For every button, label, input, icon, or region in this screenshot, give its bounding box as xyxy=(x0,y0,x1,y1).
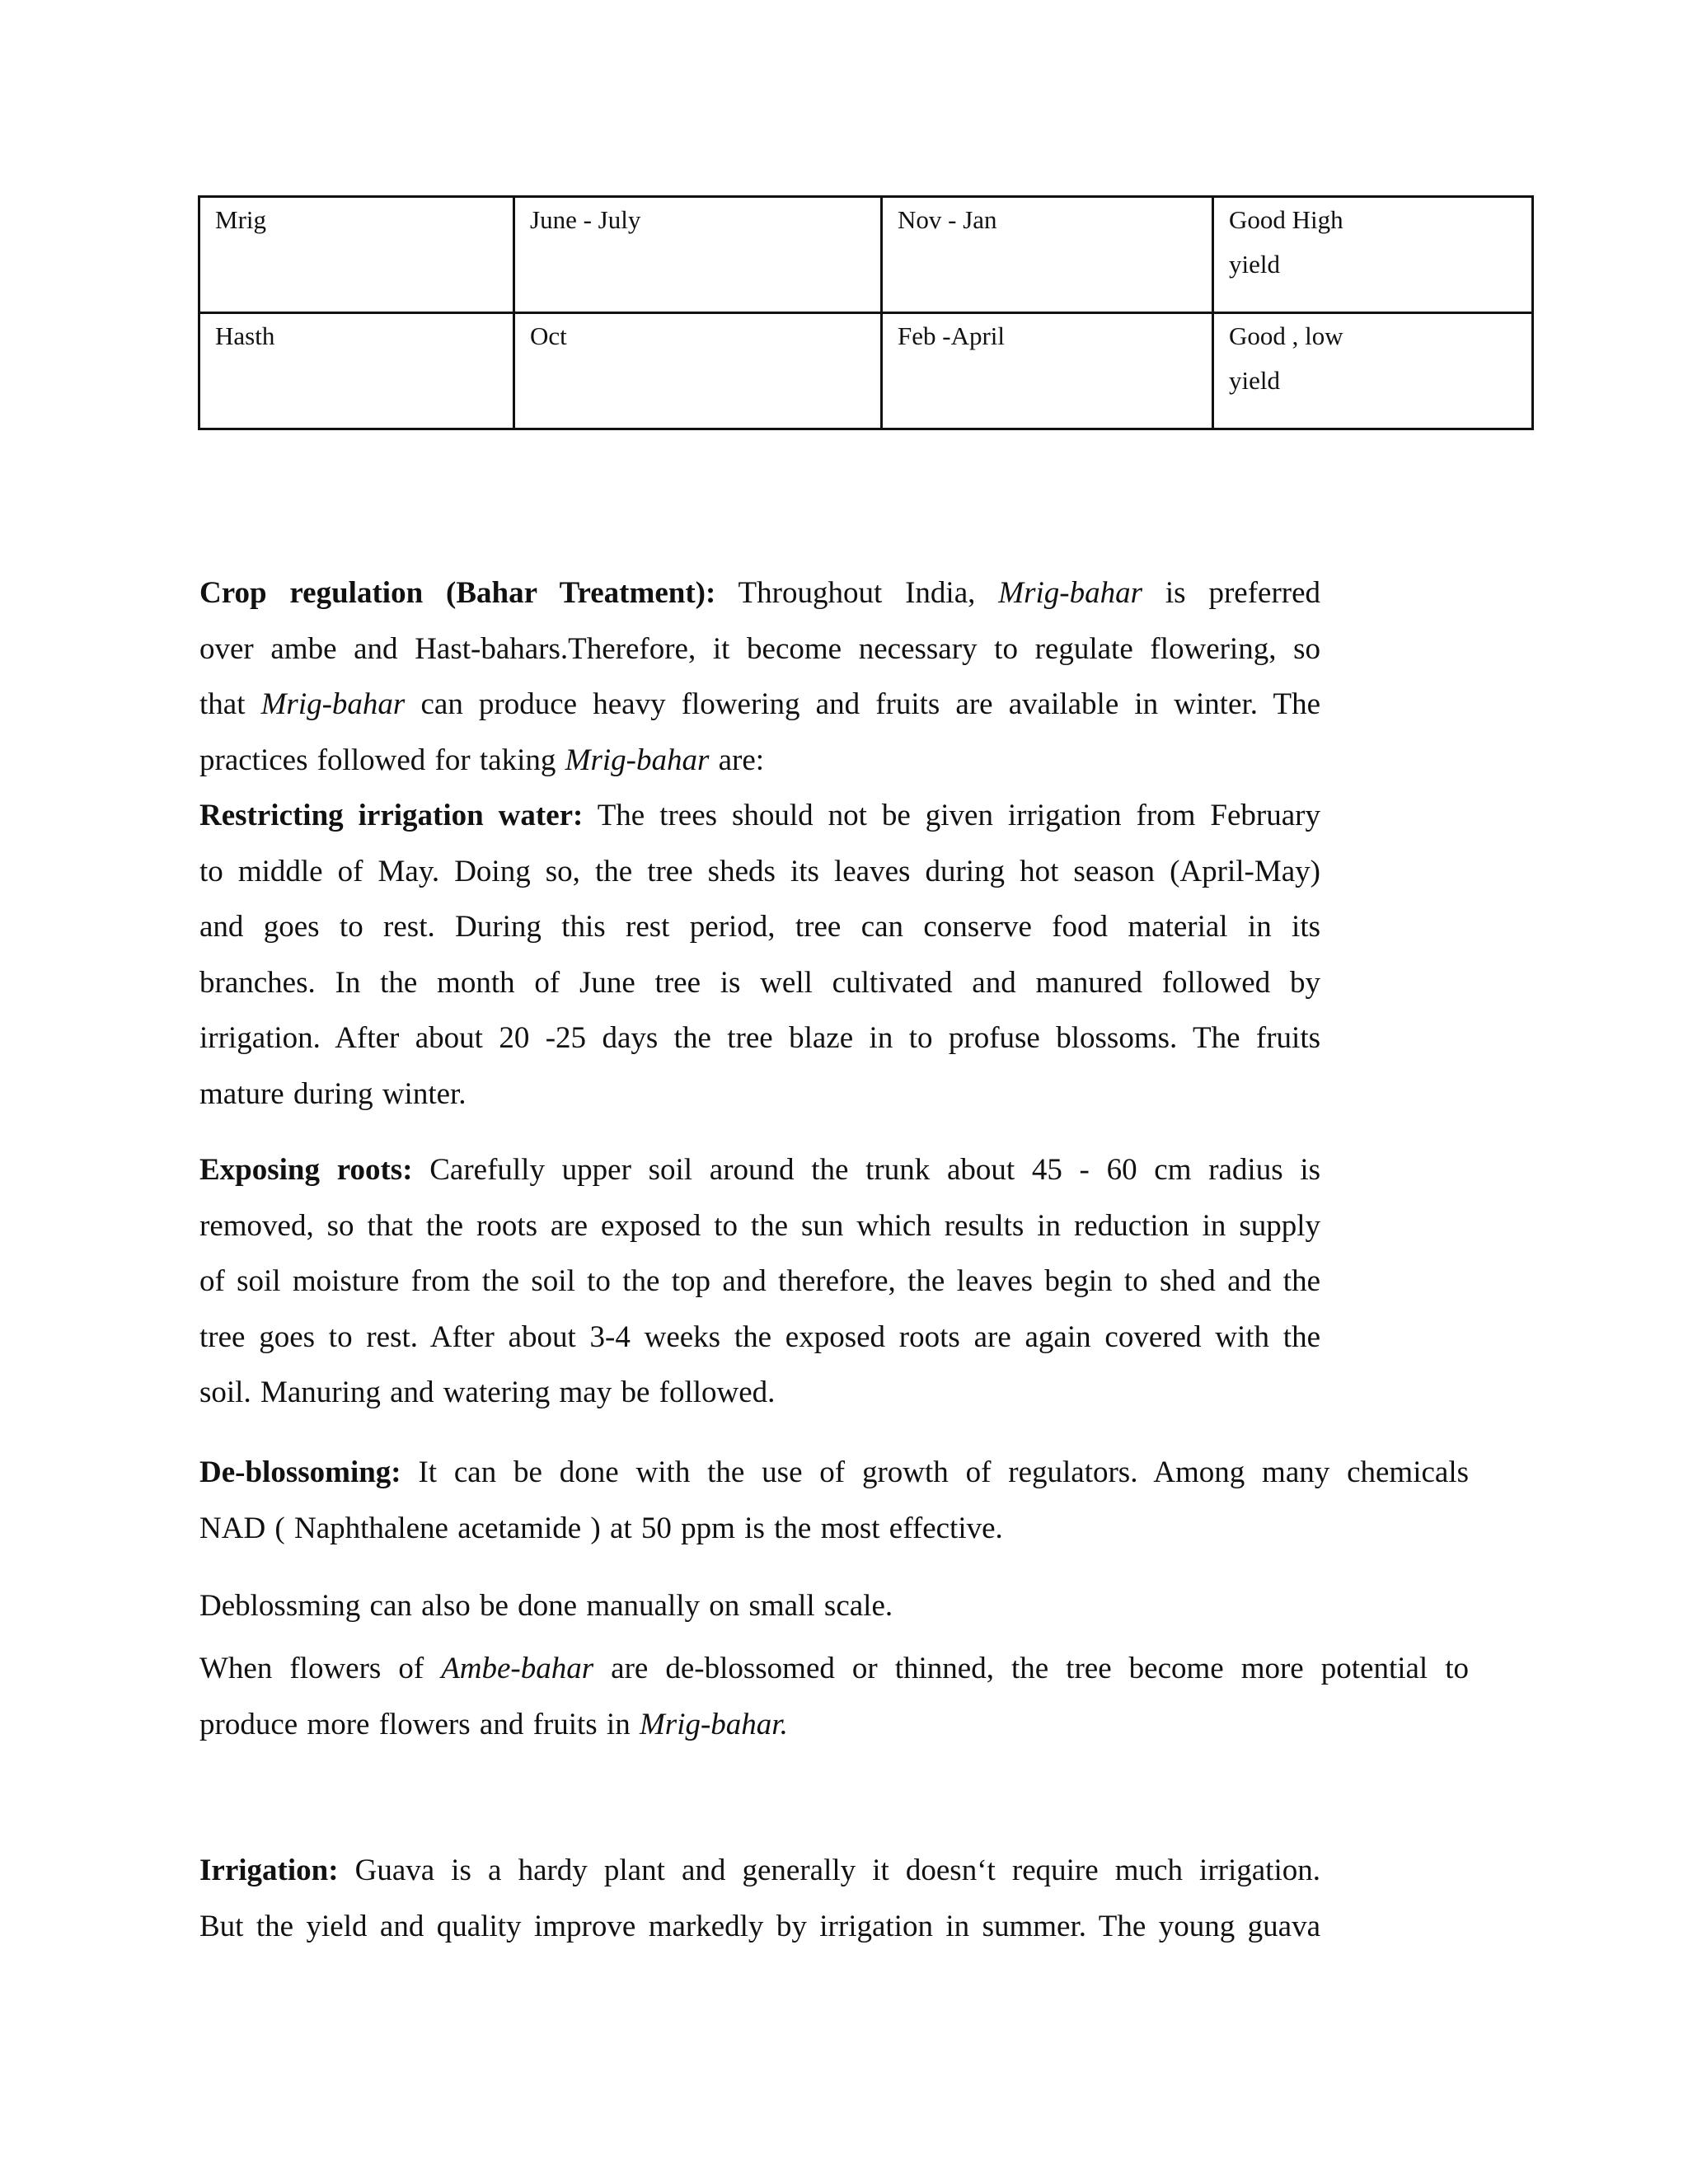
text-span: can produce heavy flowering and fruits are available in winter. The xyxy=(420,687,1320,721)
text-line: soil. Manuring and watering may be followed. xyxy=(199,1376,776,1409)
table-cell-remark xyxy=(1213,197,1533,313)
deblossoming-thinning-paragraph xyxy=(199,1641,1469,1752)
text-span: Carefully upper soil around the trunk about 45 - 60 cm radius is xyxy=(429,1153,1320,1187)
table-cell-flowering: June - July xyxy=(514,197,882,313)
text-line: branches. In the month of June tree is well cultivated and manured followed by xyxy=(199,965,1320,1000)
deblossoming-manual-paragraph xyxy=(199,1578,1469,1634)
text-line: irrigation. After about 20 -25 days the tree blaze in to profuse blossoms. The fruits xyxy=(199,1021,1320,1055)
section-heading: Irrigation: xyxy=(199,1854,339,1887)
remark-line: Good High xyxy=(1229,205,1343,234)
text-line xyxy=(199,1843,1320,1899)
text-span: The trees should not be given irrigation from February xyxy=(597,799,1320,832)
text-line: But the yield and quality improve markedly by irrigation in summer. The young guava xyxy=(199,1909,1320,1943)
section-heading: Crop regulation (Bahar Treatment): xyxy=(199,576,716,610)
text-span: practices followed for taking xyxy=(199,743,556,777)
irrigation-paragraph xyxy=(199,1843,1320,1954)
text-span: are: xyxy=(718,743,765,777)
section-heading: De-blossoming: xyxy=(199,1455,401,1489)
table-cell-harvest: Feb -April xyxy=(882,313,1213,429)
table-row xyxy=(199,197,1533,313)
table-cell-remark xyxy=(1213,313,1533,429)
remark-line: Good , low xyxy=(1229,321,1343,350)
table-cell-bahar: Mrig xyxy=(199,197,514,313)
text-span: are de-blossomed or thinned, the tree become more potential to xyxy=(611,1652,1469,1685)
text-line xyxy=(199,1445,1469,1501)
text-line: and goes to rest. During this rest period, tree can conserve food material in its xyxy=(199,910,1320,944)
text-line xyxy=(199,677,1320,733)
text-span: When flowers of xyxy=(199,1652,424,1685)
table-row xyxy=(199,313,1533,429)
text-span: Guava is a hardy plant and generally it doesn‘t require much irrigation. xyxy=(354,1854,1320,1887)
text-line xyxy=(199,1697,1469,1753)
text-line: mature during winter. xyxy=(199,1076,467,1111)
table-cell-flowering: Oct xyxy=(514,313,882,429)
text-line xyxy=(199,565,1320,621)
text-span: produce more flowers and fruits in xyxy=(199,1707,631,1741)
text-span: Throughout India, xyxy=(738,576,976,610)
table-cell-bahar: Hasth xyxy=(199,313,514,429)
table-cell-harvest: Nov - Jan xyxy=(882,197,1213,313)
exposing-roots-paragraph xyxy=(199,1142,1320,1421)
italic-term: Mrig-bahar xyxy=(565,743,710,777)
text-span: is preferred xyxy=(1165,576,1320,610)
text-line: removed, so that the roots are exposed to the sun which results in reduction in supply xyxy=(199,1208,1320,1243)
text-line xyxy=(199,788,1320,844)
text-line: Deblossming can also be done manually on small scale. xyxy=(199,1589,893,1623)
text-span: It can be done with the use of growth of regulators. Among many chemicals xyxy=(418,1455,1469,1489)
section-heading: Restricting irrigation water: xyxy=(199,799,584,832)
text-line: of soil moisture from the soil to the top and therefore, the leaves begin to shed and the xyxy=(199,1264,1320,1298)
text-line: over ambe and Hast-bahars.Therefore, it become necessary to regulate flowering, so xyxy=(199,631,1320,666)
italic-term: Ambe-bahar xyxy=(441,1652,594,1685)
italic-term: Mrig-bahar xyxy=(998,576,1142,610)
text-span: that xyxy=(199,687,246,721)
remark-line: yield xyxy=(1229,366,1280,395)
italic-term: Mrig-bahar xyxy=(260,687,406,721)
text-line: tree goes to rest. After about 3-4 weeks the exposed roots are again covered with the xyxy=(199,1319,1320,1354)
text-line xyxy=(199,733,1320,789)
text-line xyxy=(199,1142,1320,1198)
section-heading: Exposing roots: xyxy=(199,1153,413,1187)
deblossoming-paragraph xyxy=(199,1445,1469,1556)
text-line: to middle of May. Doing so, the tree sheds its leaves during hot season (April-May) xyxy=(199,854,1320,888)
remark-line: yield xyxy=(1229,250,1280,279)
italic-term: Mrig-bahar. xyxy=(639,1707,788,1741)
text-line xyxy=(199,1641,1469,1697)
crop-regulation-paragraph xyxy=(199,565,1320,1122)
text-line: NAD ( Naphthalene acetamide ) at 50 ppm is the most effective. xyxy=(199,1511,1003,1545)
bahar-table xyxy=(198,195,1534,430)
